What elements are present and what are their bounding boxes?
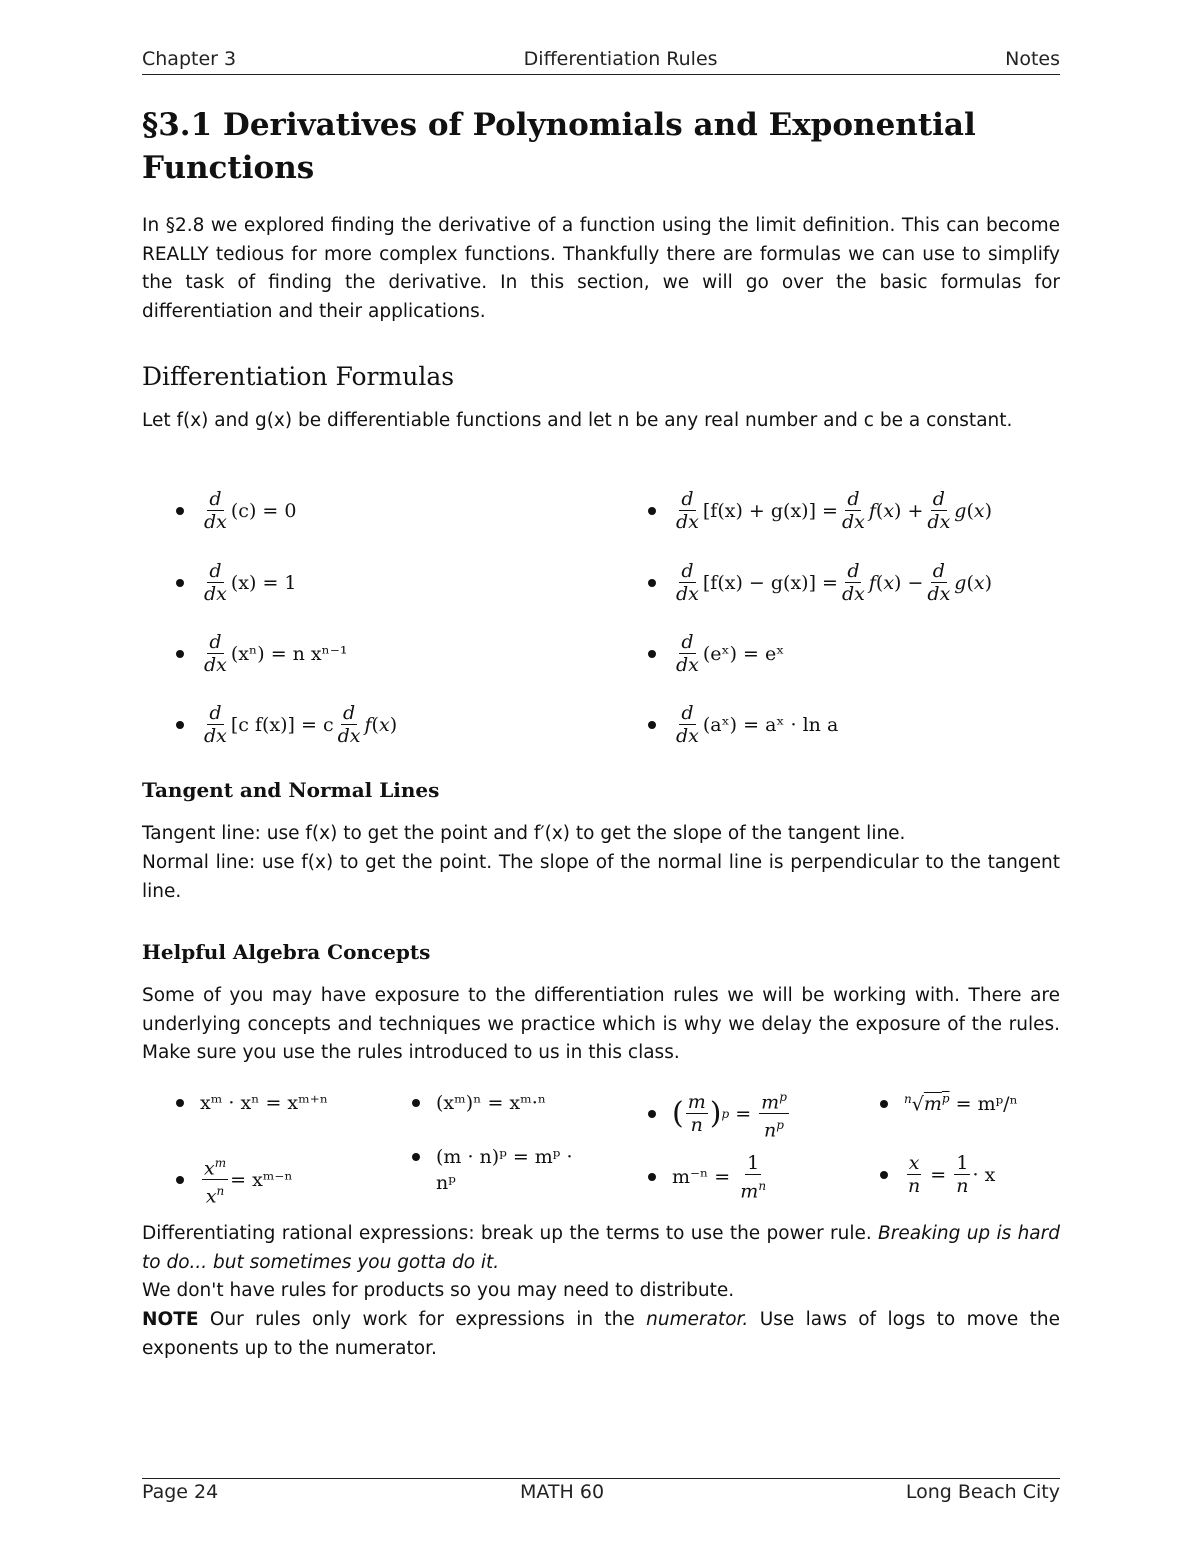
footer-page: Page 24 (142, 1481, 219, 1503)
formula-text: (xⁿ) = n xⁿ⁻¹ (230, 642, 348, 665)
formula-exponential-a (648, 702, 838, 747)
ddx-fraction: $\frac{d}{dx}$ (337, 702, 361, 747)
formula-text: [f(x) − g(x)] = (702, 571, 838, 594)
formula-identity (176, 560, 297, 605)
tangent-heading: Tangent and Normal Lines (142, 778, 440, 802)
radical-icon: $^n√m^p$ (904, 1092, 950, 1116)
formula-constant (176, 488, 296, 533)
ddx-fraction: $\frac{d}{dx}$ (204, 560, 227, 605)
ddx-fraction: $\frac{d}{dx}$ (841, 560, 865, 605)
xm-over-xn: $\frac{x^m}{x^n}$ (202, 1152, 228, 1208)
bullet-icon (648, 579, 656, 587)
bullet-icon (648, 507, 656, 515)
rule-text: = xᵐ⁻ⁿ (230, 1168, 293, 1191)
footer-course: MATH 60 (520, 1481, 605, 1503)
products-paragraph: We don't have rules for products so you may need to distribute. (142, 1280, 735, 1301)
bullet-icon (176, 650, 184, 658)
formula-text: (aˣ) = aˣ · ln a (702, 713, 839, 736)
rule-fraction-split: $\frac{x}{n}$ = $\frac{1}{n}$ · x (880, 1152, 995, 1197)
formula-fx: f(x) + (868, 499, 924, 522)
ddx-fraction: $\frac{d}{dx}$ (676, 631, 699, 676)
rule-text-wrap (436, 1144, 573, 1196)
rule-text: = mᵖ/ⁿ (955, 1092, 1018, 1115)
note-paragraph (142, 1306, 1060, 1363)
bullet-icon (648, 721, 656, 729)
formula-power (176, 631, 348, 676)
rule-product-of-powers (176, 1092, 328, 1114)
section-title: §3.1 Derivatives of Polynomials and Exponential Functions (142, 107, 976, 186)
rule-text: (m · n)ᵖ = mᵖ · (436, 1146, 573, 1168)
rule-text: · x (972, 1163, 996, 1186)
ddx-fraction: $\frac{d}{dx}$ (204, 702, 227, 747)
formula-difference (648, 560, 992, 605)
formula-text: [f(x) + g(x)] = (702, 499, 838, 522)
bullet-icon (648, 1110, 656, 1118)
ddx-fraction: $\frac{d}{dx}$ (204, 488, 227, 533)
paren-open: ( (672, 1096, 684, 1132)
bullet-icon (412, 1099, 420, 1107)
rule-text: (xᵐ)ⁿ = xᵐ·ⁿ (436, 1092, 547, 1114)
formula-fx: f(x) (364, 713, 398, 736)
intro-paragraph: In §2.8 we explored finding the derivative of a function using the limit definition. This can become REALLY tedious for more complex functions. Thankfully there are formulas we can use to simplify the task of finding the derivative. In this section, we will go over the basic formulas for differentiation and their applications. (142, 215, 1060, 322)
formula-text: [c f(x)] = c (230, 713, 334, 736)
rule-negative-exponent (648, 1152, 770, 1202)
header-chapter: Chapter 3 (142, 48, 237, 70)
rule-radical-exponent (880, 1092, 1018, 1115)
normal-paragraph: Normal line: use f(x) to get the point. The slope of the normal line is perpendicular to the tangent line. (142, 852, 1060, 902)
bullet-icon (176, 579, 184, 587)
ddx-fraction: $\frac{d}{dx}$ (927, 488, 951, 533)
ddx-fraction: $\frac{d}{dx}$ (927, 560, 951, 605)
formula-sum (648, 488, 992, 533)
differentiation-formulas-heading: Differentiation Formulas (142, 362, 455, 391)
formula-text: (x) = 1 (230, 571, 297, 594)
formula-exponential-e (648, 631, 784, 676)
bullet-icon (176, 721, 184, 729)
formula-constant-multiple (176, 702, 397, 747)
header-notes: Notes (1005, 48, 1060, 70)
m-over-n: $\frac{m}{n}$ (687, 1091, 706, 1137)
rule-power-of-product (412, 1144, 573, 1196)
rule-text: m⁻ⁿ = (672, 1166, 731, 1189)
algebra-heading: Helpful Algebra Concepts (142, 940, 431, 964)
bullet-icon (176, 507, 184, 515)
paren-close: ) (709, 1096, 722, 1132)
note-text-b: Use laws of logs to move the exponents up to the numerator. (142, 1309, 1060, 1359)
ddx-fraction: $\frac{d}{dx}$ (204, 631, 227, 676)
formula-fx: f(x) − (868, 571, 924, 594)
note-italic: numerator. (646, 1309, 749, 1330)
mp-over-np: $\frac{m^p}{n^p}$ (759, 1086, 789, 1142)
bullet-icon (412, 1153, 420, 1161)
header-topic: Differentiation Rules (523, 48, 718, 70)
bullet-icon (176, 1099, 184, 1107)
footer-school: Long Beach City (905, 1481, 1060, 1503)
rule-quotient-of-powers (176, 1152, 293, 1208)
x-over-n: $\frac{x}{n}$ (908, 1152, 921, 1197)
bullet-icon (648, 1173, 656, 1181)
note-text-a: Our rules only work for expressions in the (209, 1309, 635, 1330)
tangent-paragraph: Tangent line: use f(x) to get the point and f′(x) to get the slope of the tangent line. (142, 823, 906, 844)
bullet-icon (648, 650, 656, 658)
formula-text: (eˣ) = eˣ (702, 642, 785, 665)
ddx-fraction: $\frac{d}{dx}$ (676, 488, 699, 533)
ddx-fraction: $\frac{d}{dx}$ (676, 702, 699, 747)
rule-power-of-quotient: ( $\frac{m}{n}$ ) p = $\frac{m^p}{n^p}$ (648, 1086, 791, 1142)
algebra-paragraph: Some of you may have exposure to the differentiation rules we will be working with. There are underlying concepts and techniques we practice which is why we delay the exposure of the rules. Make sure you use the rules introduced to us in this class. (142, 985, 1060, 1063)
rational-text: Differentiating rational expressions: break up the terms to use the power rule. (142, 1223, 872, 1244)
ddx-fraction: $\frac{d}{dx}$ (676, 560, 699, 605)
bullet-icon (880, 1100, 888, 1108)
formula-gx: g(x) (954, 571, 993, 594)
one-over-mn: $\frac{1}{m^n}$ (740, 1152, 767, 1203)
rule-text: xᵐ · xⁿ = xᵐ⁺ⁿ (200, 1092, 329, 1114)
rational-italic: Breaking up is hard to do... but sometimes you gotta do it. (142, 1223, 1060, 1273)
rule-text-continued: nᵖ (436, 1172, 456, 1194)
bullet-icon (880, 1171, 888, 1179)
rule-power-of-power (412, 1092, 546, 1114)
bullet-icon (176, 1176, 184, 1184)
rational-paragraph (142, 1220, 1060, 1277)
page-footer (142, 1478, 1060, 1511)
formula-gx: g(x) (954, 499, 993, 522)
note-label: NOTE (142, 1309, 199, 1330)
page-header (142, 48, 1060, 75)
formula-text: (c) = 0 (230, 499, 297, 522)
ddx-fraction: $\frac{d}{dx}$ (841, 488, 865, 533)
let-paragraph: Let f(x) and g(x) be differentiable functions and let n be any real number and c be a constant. (142, 410, 1013, 431)
one-over-n: $\frac{1}{n}$ (956, 1152, 969, 1197)
